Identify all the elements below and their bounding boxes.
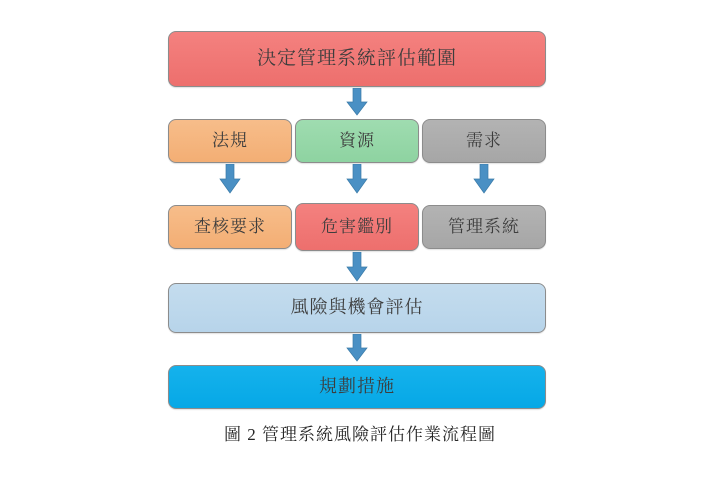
figure-caption: 圖 2 管理系統風險評估作業流程圖 [224,425,496,444]
node-scope-label: 決定管理系統評估範圍 [256,47,457,69]
node-plan-measures [168,365,546,409]
node-risk-and-opportunity [168,283,546,333]
node-resource-label: 資源 [339,130,375,150]
node-demand [422,119,546,163]
node-management-system [422,205,546,249]
arrow-demand-to-management-system [473,164,495,194]
node-regulation [168,119,292,163]
node-management-system-label: 管理系統 [448,216,520,236]
node-hazard [295,203,419,251]
arrow-regulation-to-audit [219,164,241,194]
arrow-scope-to-resource [346,88,368,116]
node-scope [168,31,546,87]
node-regulation-label: 法規 [212,130,248,150]
node-hazard-label: 危害鑑別 [321,216,393,236]
node-resource [295,119,419,163]
node-audit [168,205,292,249]
arrow-resource-to-hazard [346,164,368,194]
arrow-risk-to-plan [346,334,368,362]
node-risk-and-opportunity-label: 風險與機會評估 [290,297,424,318]
node-demand-label: 需求 [466,130,502,150]
node-plan-measures-label: 規劃措施 [319,376,395,397]
node-audit-label: 查核要求 [194,216,266,236]
arrow-hazard-to-risk [346,252,368,282]
